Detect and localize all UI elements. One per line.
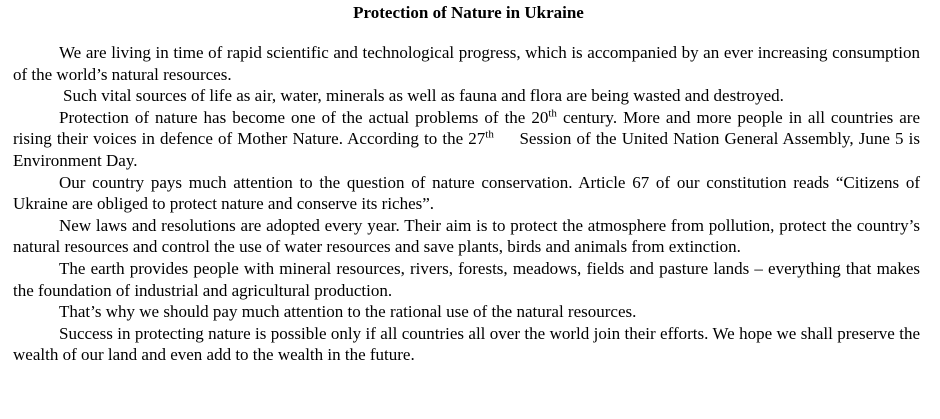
paragraph-1: We are living in time of rapid scientific and technological progress, which is accompanied by an ever increasing consumption of the world’s natural resources. xyxy=(13,43,920,84)
paragraph-2: Such vital sources of life as air, water, minerals as well as fauna and flora are being wasted and destroyed. xyxy=(63,86,784,106)
paragraph-6: The earth provides people with mineral resources, rivers, forests, meadows, fields and pasture lands – everything that makes the foundation of industrial and agricultural production. xyxy=(13,258,920,300)
paragraph-3-text-part-1: Protection of nature has become one of the actual problems of the 20 xyxy=(59,107,549,127)
paragraph-3 xyxy=(13,107,925,172)
paragraph-3-text-part-3: Session of the United Nation General Assembly, June 5 is Environment Day. xyxy=(13,129,925,170)
paragraph-5: New laws and resolutions are adopted every year. Their aim is to protect the atmosphere from pollution, protect the country’s natural resources and control the use of water resources and save plants, birds and animals from extinction. xyxy=(13,215,920,257)
paragraph-3-text-part-2: century. More and more people in all countries are rising their voices in defence of Mother Nature. According to the 27 xyxy=(13,107,921,149)
document-title: Protection of Nature in Ukraine xyxy=(353,3,584,22)
paragraph-4: Our country pays much attention to the question of nature conservation. Article 67 of our constitution reads “Citizens of Ukraine are obliged to protect nature and conserve its riches”. xyxy=(13,172,920,214)
ordinal-superscript-2: th xyxy=(485,128,494,141)
paragraph-8: Success in protecting nature is possible only if all countries all over the world join their efforts. We hope we shall preserve the wealth of our land and even add to the wealth in the future. xyxy=(13,323,920,365)
paragraph-7: That’s why we should pay much attention to the rational use of the natural resources. xyxy=(59,302,637,322)
ordinal-superscript-1: th xyxy=(548,107,557,120)
